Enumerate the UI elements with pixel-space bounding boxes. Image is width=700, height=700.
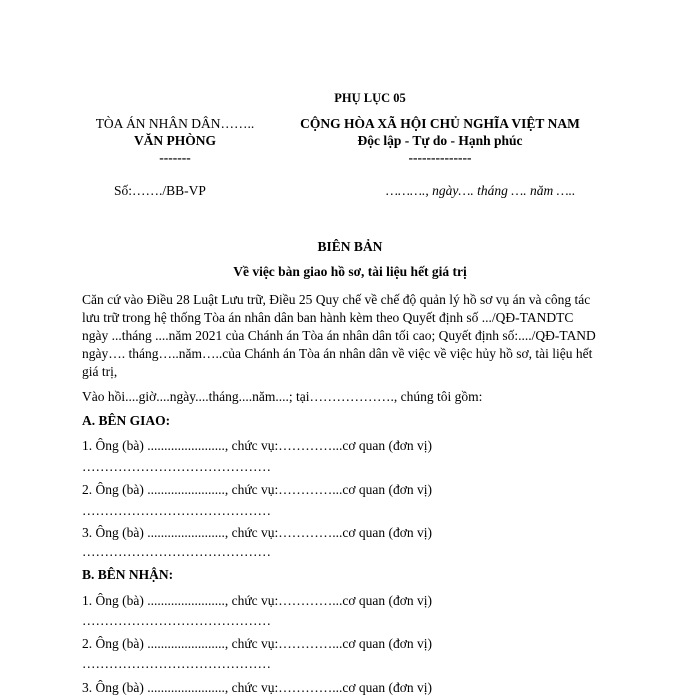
- party-a-member-1: 1. Ông (bà) ......................., chức vụ:…………...cơ quan (đơn vị): [82, 438, 433, 453]
- motto: Độc lập - Tự do - Hạnh phúc: [357, 133, 523, 148]
- document-subtitle: Về việc bàn giao hồ sơ, tài liệu hết giá trị: [233, 264, 467, 279]
- party-b-member-2-dots: ……………………………………: [82, 656, 271, 671]
- document-title: BIÊN BẢN: [317, 239, 383, 254]
- party-a-member-2-dots: ……………………………………: [82, 503, 271, 518]
- party-a-heading: A. BÊN GIAO:: [82, 413, 171, 428]
- basis-line-2: lưu trữ trong hệ thống Tòa án nhân dân ban hành kèm theo Quyết định số .../QĐ-TANDTC: [82, 310, 574, 325]
- court-name: TÒA ÁN NHÂN DÂN……..: [95, 116, 255, 131]
- left-separator: -------: [159, 150, 191, 165]
- party-b-member-1: 1. Ông (bà) ......................., chức vụ:…………...cơ quan (đơn vị): [82, 593, 433, 608]
- appendix-label: PHỤ LỤC 05: [334, 91, 406, 105]
- basis-line-4: ngày…. tháng…..năm…..của Chánh án Tòa án nhân dân về việc về việc hủy hồ sơ, tài liệu hết: [82, 346, 593, 361]
- party-b-member-1-dots: ……………………………………: [82, 613, 271, 628]
- meeting-line: Vào hồi....giờ....ngày....tháng....năm....; tại………………., chúng tôi gồm:: [82, 389, 483, 404]
- nation-title: CỘNG HÒA XÃ HỘI CHỦ NGHĨA VIỆT NAM: [300, 116, 580, 131]
- party-a-member-1-dots: ……………………………………: [82, 459, 271, 474]
- party-b-member-3: 3. Ông (bà) ......................., chức vụ:…………...cơ quan (đơn vị): [82, 680, 433, 695]
- right-separator: --------------: [408, 150, 472, 165]
- party-a-member-3: 3. Ông (bà) ......................., chức vụ:…………...cơ quan (đơn vị): [82, 525, 433, 540]
- party-a-member-2: 2. Ông (bà) ......................., chức vụ:…………...cơ quan (đơn vị): [82, 482, 433, 497]
- basis-line-5: giá trị,: [82, 364, 118, 379]
- office-name: VĂN PHÒNG: [133, 133, 217, 148]
- party-b-member-2: 2. Ông (bà) ......................., chức vụ:…………...cơ quan (đơn vị): [82, 636, 433, 651]
- place-date: ………., ngày…. tháng …. năm …..: [386, 183, 576, 198]
- basis-line-1: Căn cứ vào Điều 28 Luật Lưu trữ, Điều 25 Quy chế về chế độ quản lý hồ sơ vụ án và công tác: [82, 292, 591, 307]
- basis-line-3: ngày ...tháng ....năm 2021 của Chánh án Tòa án nhân dân tối cao; Quyết định số:..../QĐ-TAND: [82, 328, 596, 343]
- document-number: Số:……./BB-VP: [114, 183, 206, 198]
- party-a-member-3-dots: ……………………………………: [82, 544, 271, 559]
- party-b-heading: B. BÊN NHẬN:: [82, 567, 174, 582]
